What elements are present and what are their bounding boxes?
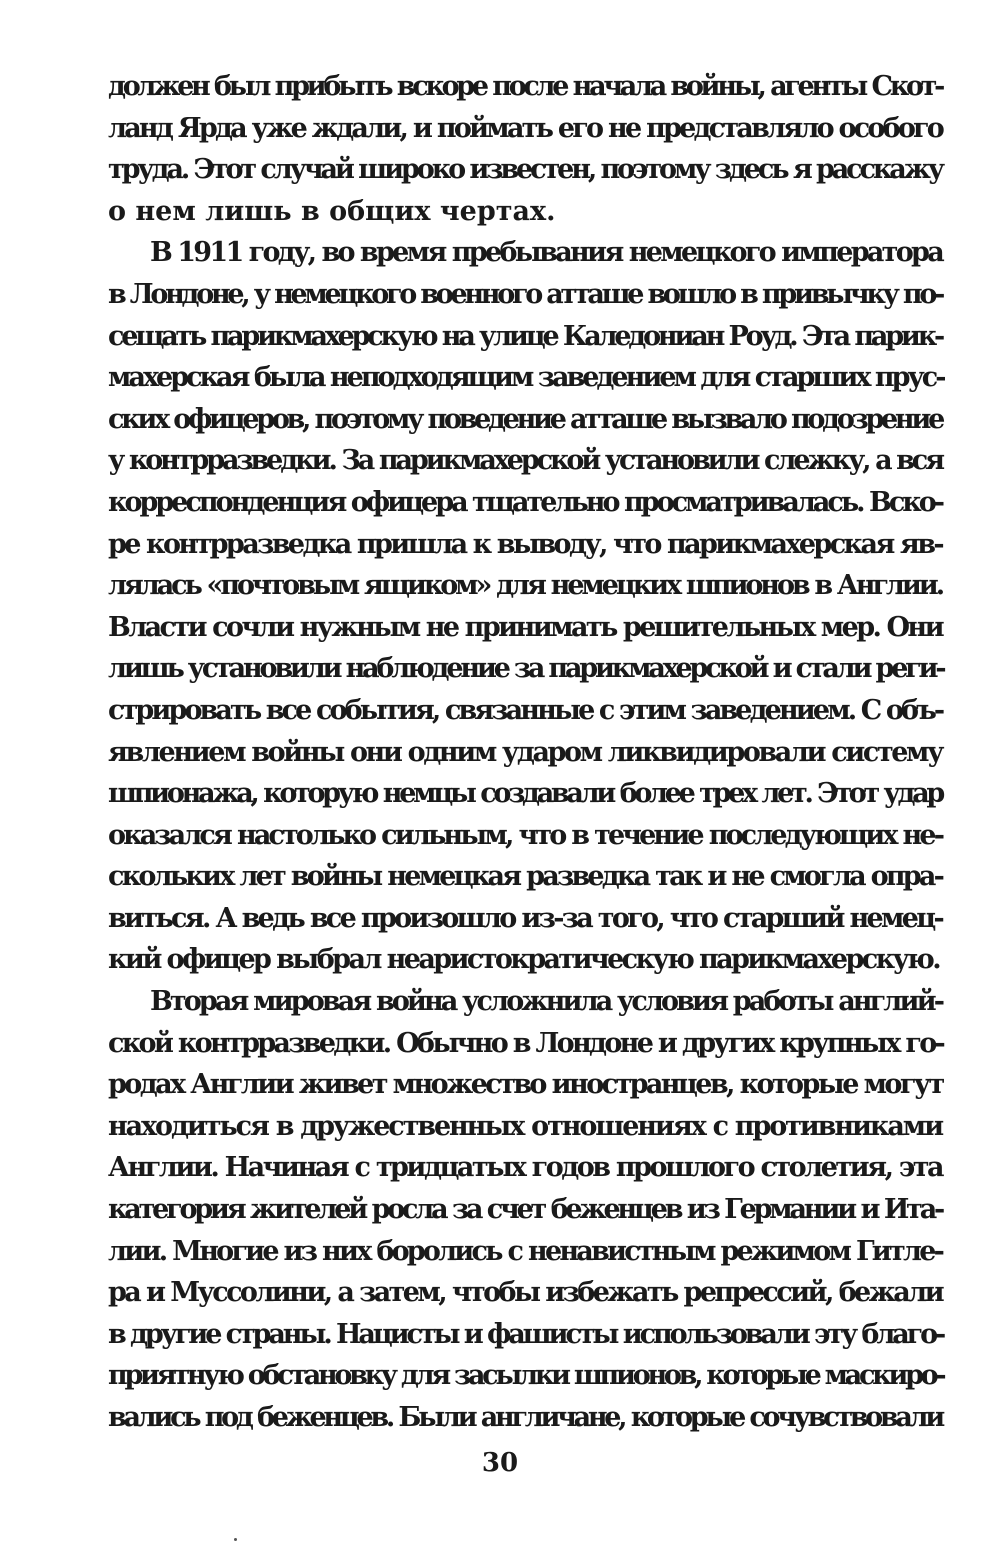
paragraph-3 <box>108 981 942 1439</box>
text-line: труда. Этот случай широко известен, поэтому здесь я расскажу <box>108 154 942 186</box>
text-line: сещать парикмахерскую на улице Каледониан Роуд. Эта парик- <box>108 320 942 352</box>
text-line: приятную обстановку для засылки шпионов, которые маскиро- <box>108 1360 944 1392</box>
paragraph-1 <box>108 66 942 232</box>
scan-speck <box>234 1538 237 1541</box>
text-line: находиться в дружественных отношениях с противниками <box>108 1110 942 1142</box>
body-text <box>108 66 942 1439</box>
text-line: родах Англии живет множество иностранцев, которые могут <box>108 1069 943 1101</box>
page-number: 30 <box>481 1448 519 1478</box>
text-line: лялась «почтовым ящиком» для немецких шпионов в Англии. <box>108 570 942 602</box>
text-line: стрировать все события, связанные с этим заведением. С объ- <box>108 694 943 726</box>
text-line: лишь установили наблюдение за парикмахерской и стали реги- <box>108 653 944 685</box>
text-line: о нем лишь в общих чертах. <box>108 195 556 227</box>
text-line: явлением войны они одним ударом ликвидировали систему <box>108 736 942 768</box>
text-line: В 1911 году, во время пребывания немецкого императора <box>150 237 942 269</box>
text-line: категория жителей росла за счет беженцев из Германии и Ита- <box>108 1194 942 1226</box>
text-line: оказался настолько сильным, что в течение последующих не- <box>108 819 942 851</box>
text-line: махерская была неподходящим заведением для старших прус- <box>108 362 944 394</box>
text-line: ских офицеров, поэтому поведение атташе вызвало подозрение <box>108 403 942 435</box>
text-line: ра и Муссолини, а затем, чтобы избежать репрессий, бежали <box>108 1277 942 1309</box>
text-line: в Лондоне, у немецкого военного атташе вошло в привычку по- <box>108 278 942 310</box>
text-line: скольких лет войны немецкая разведка так и не смогла опра- <box>108 861 942 893</box>
text-line: Англии. Начиная с тридцатых годов прошлого столетия, эта <box>108 1152 942 1184</box>
text-line: корреспонденция офицера тщательно просматривалась. Вско- <box>108 486 942 518</box>
text-line: ланд Ярда уже ждали, и поймать его не представляло особого <box>108 112 942 144</box>
text-line: лии. Многие из них боролись с ненавистным режимом Гитле- <box>108 1235 942 1267</box>
text-line: виться. А ведь все произошло из-за того, что старший немец- <box>108 902 942 934</box>
text-line: Власти сочли нужным не принимать решительных мер. Они <box>108 611 942 643</box>
text-line: должен был прибыть вскоре после начала войны, агенты Скот- <box>108 71 942 102</box>
text-line: у контрразведки. За парикмахерской установили слежку, а вся <box>108 445 942 477</box>
text-line: кий офицер выбрал неаристократическую парикмахерскую. <box>108 944 940 976</box>
text-line: шпионажа, которую немцы создавали более трех лет. Этот удар <box>108 778 942 810</box>
paragraph-2 <box>108 232 942 981</box>
text-line: Вторая мировая война усложнила условия работы англий- <box>150 986 942 1018</box>
text-line: в другие страны. Нацисты и фашисты использовали эту благо- <box>108 1318 944 1350</box>
text-line: вались под беженцев. Были англичане, которые сочувствовали <box>108 1402 942 1433</box>
text-line: ской контрразведки. Обычно в Лондоне и других крупных го- <box>108 1027 944 1059</box>
text-line: ре контрразведка пришла к выводу, что парикмахерская яв- <box>108 528 942 560</box>
